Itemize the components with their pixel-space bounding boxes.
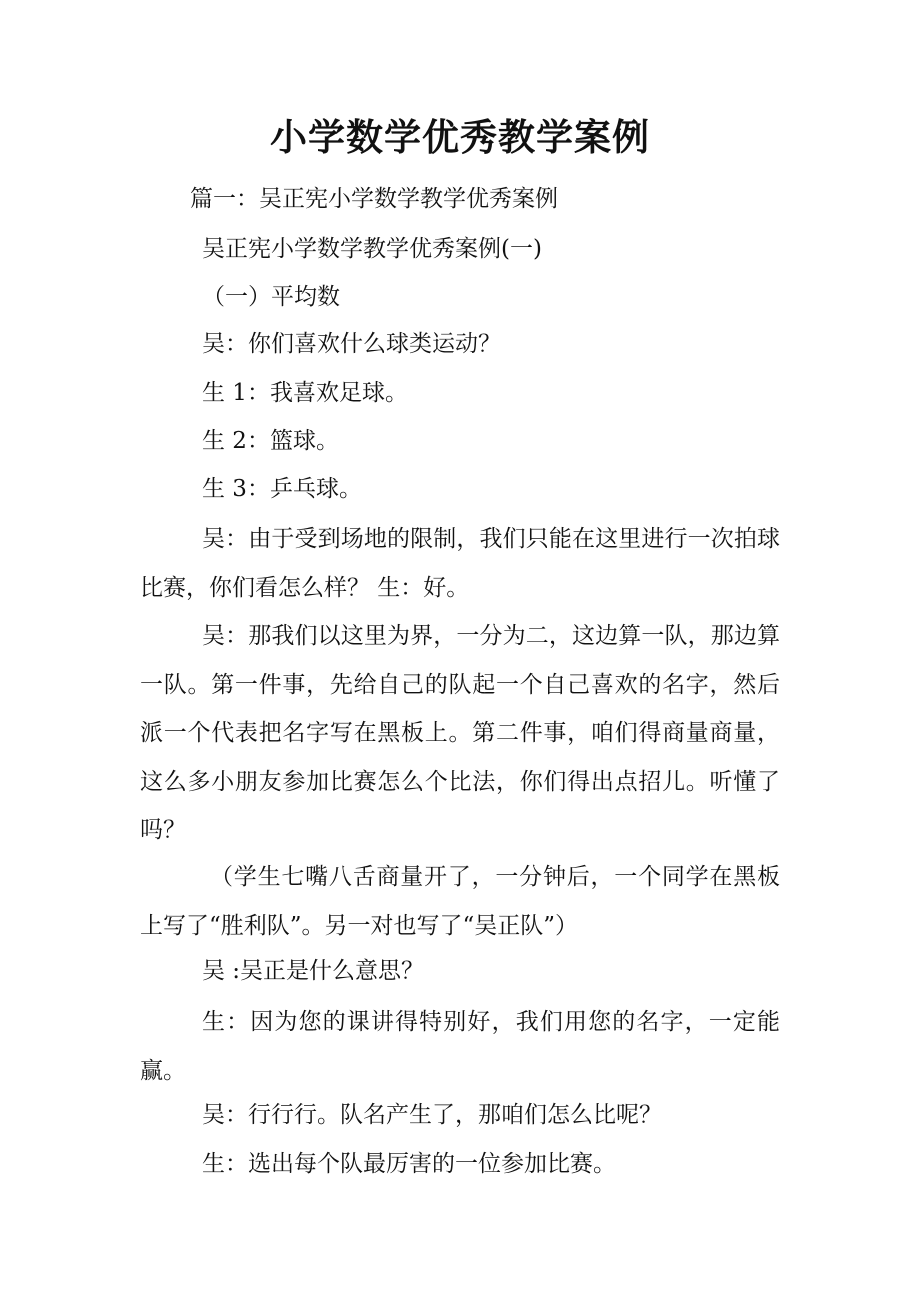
dialogue-line: 生 3：乒乓球。 [202,476,362,502]
part-heading: 篇一：吴正宪小学数学教学优秀案例 [190,186,558,212]
paragraph: 吴：由于受到场地的限制，我们只能在这里进行一次拍球比赛，你们看怎么样？ 生：好。 [140,526,780,601]
dialogue-line: 吴 :吴正是什么意思？ [202,958,425,984]
paragraph: 吴：那我们以这里为界，一分为二，这边算一队，那边算一队。第一件事，先给自己的队起一个自己喜欢的名字，然后派一个代表把名字写在黑板上。第二件事，咱们得商量商量，这么多小朋友参加比赛怎么个比法，你们得出点招儿。听懂了吗？ [140,623,780,843]
dialogue-line: 生：选出每个队最厉害的一位参加比赛。 [202,1151,616,1177]
document-title: 小学数学优秀教学案例 [270,115,650,159]
section-heading: （一）平均数 [202,284,340,310]
dialogue-line: 生 2：篮球。 [202,428,339,454]
case-subheading: 吴正宪小学数学教学优秀案例(一) [202,236,542,262]
dialogue-line: 生 1：我喜欢足球。 [202,380,408,406]
dialogue-line: 吴：你们喜欢什么球类运动？ [202,331,501,357]
paragraph: 生：因为您的课讲得特别好，我们用您的名字，一定能赢。 [140,1009,780,1084]
dialogue-line: 吴：行行行。队名产生了，那咱们怎么比呢？ [202,1102,662,1128]
paragraph: （学生七嘴八舌商量开了，一分钟后，一个同学在黑板上写了“胜利队”。另一对也写了“吴正队”） [140,864,780,939]
